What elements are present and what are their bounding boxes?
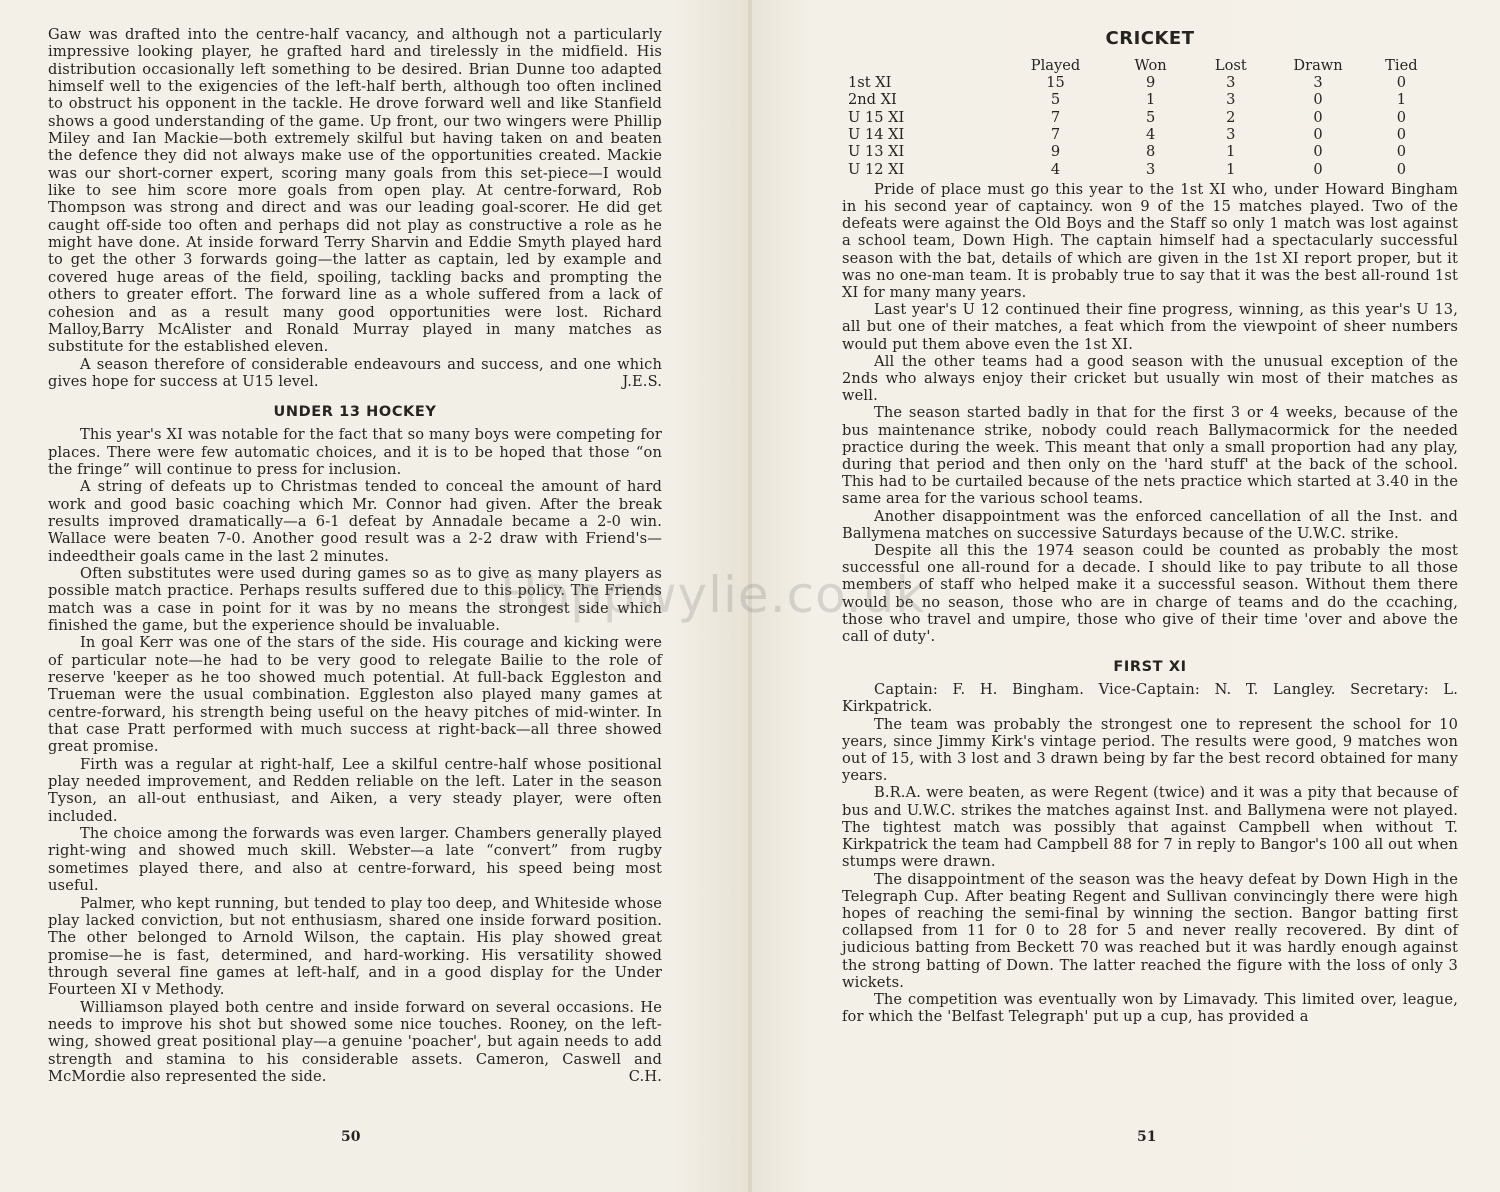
table-row — [842, 126, 1442, 143]
cell-played: 4 — [1050, 160, 1061, 178]
cell-tied: 0 — [1396, 74, 1407, 92]
cell-lost: 3 — [1226, 91, 1236, 109]
heading-first-xi: FIRST XI — [1113, 659, 1187, 676]
cell-team: U 12 XI — [848, 160, 905, 178]
paragraph-first-xi-strongest: The team was probably the strongest one to represent the school for 10 years, since Jimmy Kirk's vintage period. The results were good, 9 matches won out of 15, with 3 lost and 3 drawn being by far the best record obtained for many years. — [842, 715, 1458, 785]
cell-drawn: 0 — [1313, 91, 1323, 109]
paragraph-cricket-u12: Last year's U 12 continued their fine progress, winning, as this year's U 13, all but one of their matches, a feat which from the viewpoint of sheer numbers would put them above even the 1st XI. — [842, 301, 1458, 353]
cell-won: 8 — [1145, 143, 1156, 161]
column-header-tied: Tied — [1385, 57, 1418, 74]
paragraph-season-summary — [48, 356, 662, 391]
paragraph-u13-results: A string of defeats up to Christmas tended to conceal the amount of hard work and good basic coaching which Mr. Connor had given. After the break results improved dramatically—a 6-1 defeat by Annadale became a 2-0 win. Wallace were beaten 7-0. Another good result was a 2-2 draw with Friend's—indeedtheir goals came in the last 2 minutes. — [48, 478, 662, 565]
cell-drawn: 0 — [1313, 126, 1323, 144]
cell-team: 1st XI — [848, 74, 892, 92]
cell-won: 5 — [1145, 108, 1156, 126]
paragraph-u13-halves: Firth was a regular at right-half, Lee a skilful centre-half whose positional play needed improvement, and Redden reliable on the left. Later in the season Tyson, an all-out enthusiast, and Aiken, a very steady player, were often included. — [48, 755, 662, 825]
column-header-won: Won — [1134, 57, 1167, 74]
cell-tied: 0 — [1396, 160, 1407, 178]
table-header-row — [842, 57, 1442, 74]
table-row — [842, 143, 1442, 160]
cell-drawn: 0 — [1313, 160, 1323, 178]
watermark: Hoppwylie.co.uk — [500, 566, 926, 624]
right-column — [842, 26, 1458, 1025]
cell-won: 3 — [1145, 160, 1156, 178]
cell-drawn: 0 — [1313, 143, 1323, 161]
page-number-right: 51 — [1137, 1129, 1157, 1145]
table-row — [842, 91, 1442, 108]
cell-lost: 3 — [1226, 126, 1236, 144]
cell-lost: 1 — [1226, 143, 1236, 161]
page-number-left: 50 — [341, 1129, 361, 1145]
paragraph-u13-forwards: The choice among the forwards was even larger. Chambers generally played right-wing and showed much skill. Webster—a late “convert” from rugby sometimes played there, and also at centre-forward, his speed being most useful. — [48, 825, 662, 895]
cell-played: 15 — [1046, 74, 1065, 92]
paragraph-u13-intro: This year's XI was notable for the fact that so many boys were competing for places. There were few automatic choices, and it is to be hoped that those “on the fringe” will continue to press for inclusion. — [48, 426, 662, 478]
cell-lost: 2 — [1226, 108, 1236, 126]
paragraph-cricket-other-teams: All the other teams had a good season with the unusual exception of the 2nds who always enjoy their cricket but usually win most of their matches as well. — [842, 352, 1458, 405]
paragraph-hockey-players: Gaw was drafted into the centre-half vacancy, and although not a particularly impressive looking player, he grafted hard and tirelessly in the midfield. His distribution occasionally left something to be desired. Brian Dunne too adapted himself well to the exigencies of the left-half berth, although too often inclined to obstruct his opponent in the tackle. He drove forward well and like Stanfield shows a good understanding of the game. Up front, our two wingers were Phillip Miley and Ian Mackie—both extremely skilful but having taken on and beaten the defence they did not always make use of the opportunities created. Mackie was our short-corner expert, scoring many goals from this set-piece—I would like to see him score more goals from open play. At centre-forward, Rob Thompson was strong and direct and was our leading goal-scorer. He did get caught off-side too often and perhaps did not play as constructive a role as he might have done. At inside forward Terry Sharvin and Eddie Smyth played hard to get the other 3 forwards going—the latter as captain, led by example and covered huge areas of the field, spoiling, tackling backs and prompting the others to greater effort. The forward line as a whole suffered from a lack of cohesion and as a result many good opportunities were lost. Richard Malloy,Barry McAlister and Ronald Murray played in many matches as substitute for the established eleven. — [48, 26, 662, 356]
column-header-lost: Lost — [1214, 57, 1247, 74]
cell-played: 5 — [1050, 91, 1061, 109]
left-column — [48, 26, 662, 1085]
heading-cricket: CRICKET — [1105, 28, 1195, 49]
cell-won: 1 — [1145, 91, 1156, 109]
paragraph-u13-inside-forwards: Palmer, who kept running, but tended to play too deep, and Whiteside whose play lacked conviction, but not enthusiasm, shared one inside forward position. The other belonged to Arnold Wilson, the captain. His play showed great promise—he is fast, determined, and hard-working. His versatility showed through several fine games at left-half, and in a good display for the Under Fourteen XI v Methody. — [48, 894, 662, 999]
cell-team: U 14 XI — [848, 126, 905, 144]
paragraph-first-xi-telegraph-cup: The disappointment of the season was the heavy defeat by Down High in the Telegraph Cup. After beating Regent and Sullivan convincingly there were high hopes of reaching the semi-final by winning the section. Bangor batting first collapsed from 11 for 0 to 28 for 5 and never really recovered. By dint of judicious batting from Beckett 70 was reached but it was hardly enough against the strong batting of Down. The latter reached the figure with the loss of only 3 wickets. — [842, 870, 1458, 991]
cell-tied: 1 — [1396, 91, 1407, 109]
signoff-ch: C.H. — [628, 1067, 662, 1085]
cell-tied: 0 — [1396, 108, 1407, 126]
left-page — [0, 0, 748, 1192]
table-row — [842, 160, 1442, 177]
cell-drawn: 3 — [1313, 74, 1323, 92]
cell-won: 4 — [1145, 126, 1156, 144]
williamson-text: Williamson played both centre and inside forward on several occasions. He needs to improve his shot but showed some nice touches. Rooney, on the left-wing, showed great positional play—a genuine 'poacher', but again needs to add strength and stamina to his considerable assets. Cameron, Caswell and McMordie also represented the side. — [48, 998, 662, 1085]
heading-under-13-hockey: UNDER 13 HOCKEY — [273, 404, 437, 421]
cell-tied: 0 — [1396, 143, 1407, 161]
paragraph-u13-goalkeepers: In goal Kerr was one of the stars of the side. His courage and kicking were of particular note—he had to be very good to relegate Bailie to the role of reserve 'keeper as he too showed much potential. At full-back Eggleston and Trueman were the usual combination. Eggleston also played many games at centre-forward, his strength being useful on the heavy pitches of mid-winter. In that case Pratt performed with much success at right-back—all three showed great promise. — [48, 634, 662, 756]
paragraph-cricket-tribute: Despite all this the 1974 season could be counted as probably the most successful one all-round for a decade. I should like to pay tribute to all those members of staff who helped make it a successful season. Without them there would be no season, those who are in charge of teams and do the ccaching, those who travel and umpire, those who give of their time 'over and above the call of duty'. — [842, 542, 1458, 646]
paragraph-cricket-pride: Pride of place must go this year to the 1st XI who, under Howard Bingham in his second year of captaincy. won 9 of the 15 matches played. Two of the defeats were against the Old Boys and the Staff so only 1 match was lost against a school team, Down High. The captain himself had a spectacularly successful season with the bat, details of which are given in the 1st XI report proper, but it was no one-man team. It is probably true to say that it was the best all-round 1st XI for many many years. — [842, 180, 1458, 301]
cell-lost: 3 — [1226, 74, 1236, 92]
paragraph-first-xi-officers: Captain: F. H. Bingham. Vice-Captain: N. T. Langley. Secretary: L. Kirkpatrick. — [842, 681, 1458, 716]
cell-tied: 0 — [1396, 126, 1407, 144]
cell-played: 9 — [1050, 143, 1061, 161]
table-row — [842, 109, 1442, 126]
column-header-played: Played — [1030, 57, 1081, 74]
right-page — [752, 0, 1500, 1192]
column-header-drawn: Drawn — [1293, 57, 1343, 74]
cell-team: U 13 XI — [848, 143, 905, 161]
paragraph-first-xi-results: B.R.A. were beaten, as were Regent (twice) and it was a pity that because of bus and U.W.C. strikes the matches against Inst. and Ballymena were not played. The tightest match was possibly that against Campbell when without T. Kirkpatrick the team had Campbell 88 for 7 in reply to Bangor's 100 all out when stumps were drawn. — [842, 784, 1458, 871]
cell-played: 7 — [1050, 108, 1061, 126]
cell-team: 2nd XI — [848, 91, 897, 109]
paragraph-cricket-strike: The season started badly in that for the first 3 or 4 weeks, because of the bus maintenance strike, nobody could reach Ballymacormick for the needed practice during the week. This meant that only a small proportion had any play, during that period and then only on the 'hard stuff' at the back of the school. This had to be curtailed because of the nets practice which started at 3.40 in the same area for the various school teams. — [842, 404, 1458, 508]
paragraph-first-xi-limavady: The competition was eventually won by Limavady. This limited over, league, for which the 'Belfast Telegraph' put up a cup, has provided a — [842, 990, 1458, 1026]
summary-text: A season therefore of considerable endeavours and success, and one which gives hope for success at U15 level. — [48, 355, 662, 390]
cell-lost: 1 — [1226, 160, 1236, 178]
paragraph-u13-williamson — [48, 999, 662, 1086]
cell-played: 7 — [1050, 126, 1061, 144]
table-row — [842, 74, 1442, 91]
signoff-jes: J.E.S. — [622, 372, 662, 390]
column-header-team — [842, 57, 996, 74]
cricket-results-table — [842, 57, 1442, 178]
cell-drawn: 0 — [1313, 108, 1323, 126]
paragraph-cricket-cancellation: Another disappointment was the enforced cancellation of all the Inst. and Ballymena matches on successive Saturdays because of the U.W.C. strike. — [842, 507, 1458, 542]
cell-team: U 15 XI — [848, 108, 905, 126]
cell-won: 9 — [1145, 74, 1156, 92]
paragraph-u13-substitutes: Often substitutes were used during games so as to give as many players as possible match practice. Perhaps results suffered due to this policy. The Friends match was a case in point for it was by no means the strongest side which finished the game, but the experience should be invaluable. — [48, 564, 662, 634]
